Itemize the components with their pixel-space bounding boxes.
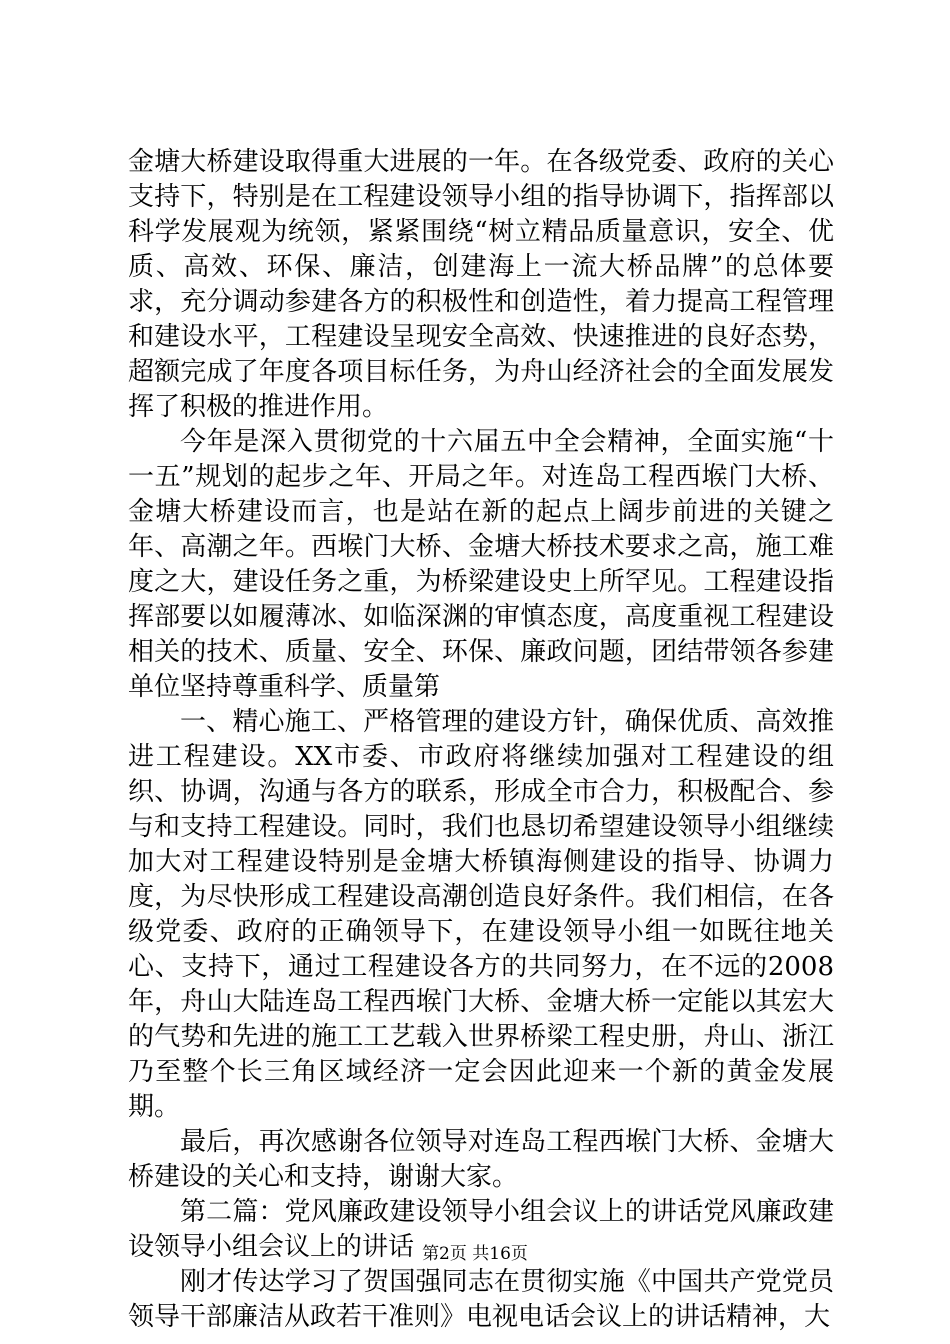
paragraph-6: 刚才传达学习了贺国强同志在贯彻实施《中国共产党党员领导干部廉洁从政若干准则》电视电话会议上的讲话精神，大 (128, 1267, 834, 1332)
paragraph-1: 金塘大桥建设取得重大进展的一年。在各级党委、政府的关心支持下，特别是在工程建设领导小组的指导协调下，指挥部以科学发展观为统领，紧紧围绕“树立精品质量意识，安全、优质、高效、环保、廉洁，创建海上一流大桥品牌”的总体要求，充分调动参建各方的积极性和创造性，着力提高工程管理和建设水平，工程建设呈现安全高效、快速推进的良好态势，超额完成了年度各项目标任务，为舟山经济社会的全面发展发挥了积极的推进作用。 (128, 147, 834, 422)
page-number-footer: 第2页 共16页 (422, 1244, 528, 1264)
paragraph-2: 今年是深入贯彻党的十六届五中全会精神，全面实施“十一五”规划的起步之年、开局之年。对连岛工程西堠门大桥、金塘大桥建设而言，也是站在新的起点上阔步前进的关键之年、高潮之年。西堠门大桥、金塘大桥技术要求之高，施工难度之大，建设任务之重，为桥梁建设史上所罕见。工程建设指挥部要以如履薄冰、如临深渊的审慎态度，高度重视工程建设相关的技术、质量、安全、环保、廉政问题，团结带领各参建单位坚持尊重科学、质量第 (128, 427, 834, 702)
paragraph-3: 一、精心施工、严格管理的建设方针，确保优质、高效推进工程建设。XX市委、市政府将继续加强对工程建设的组织、协调，沟通与各方的联系，形成全市合力，积极配合、参与和支持工程建设。同时，我们也恳切希望建设领导小组继续加大对工程建设特别是金塘大桥镇海侧建设的指导、协调力度，为尽快形成工程建设高潮创造良好条件。我们相信，在各级党委、政府的正确领导下，在建设领导小组一如既往地关心、支持下，通过工程建设各方的共同努力，在不远的2008年，舟山大陆连岛工程西堠门大桥、金塘大桥一定能以其宏大的气势和先进的施工工艺载入世界桥梁工程史册，舟山、浙江乃至整个长三角区域经济一定会因此迎来一个新的黄金发展期。 (128, 707, 834, 1122)
paragraph-4: 最后，再次感谢各位领导对连岛工程西堠门大桥、金塘大桥建设的关心和支持，谢谢大家。 (128, 1127, 834, 1192)
section-heading: 第二篇：党风廉政建设领导小组会议上的讲话党风廉政建设领导小组会议上的讲话 (128, 1197, 834, 1262)
document-body (128, 145, 834, 1335)
